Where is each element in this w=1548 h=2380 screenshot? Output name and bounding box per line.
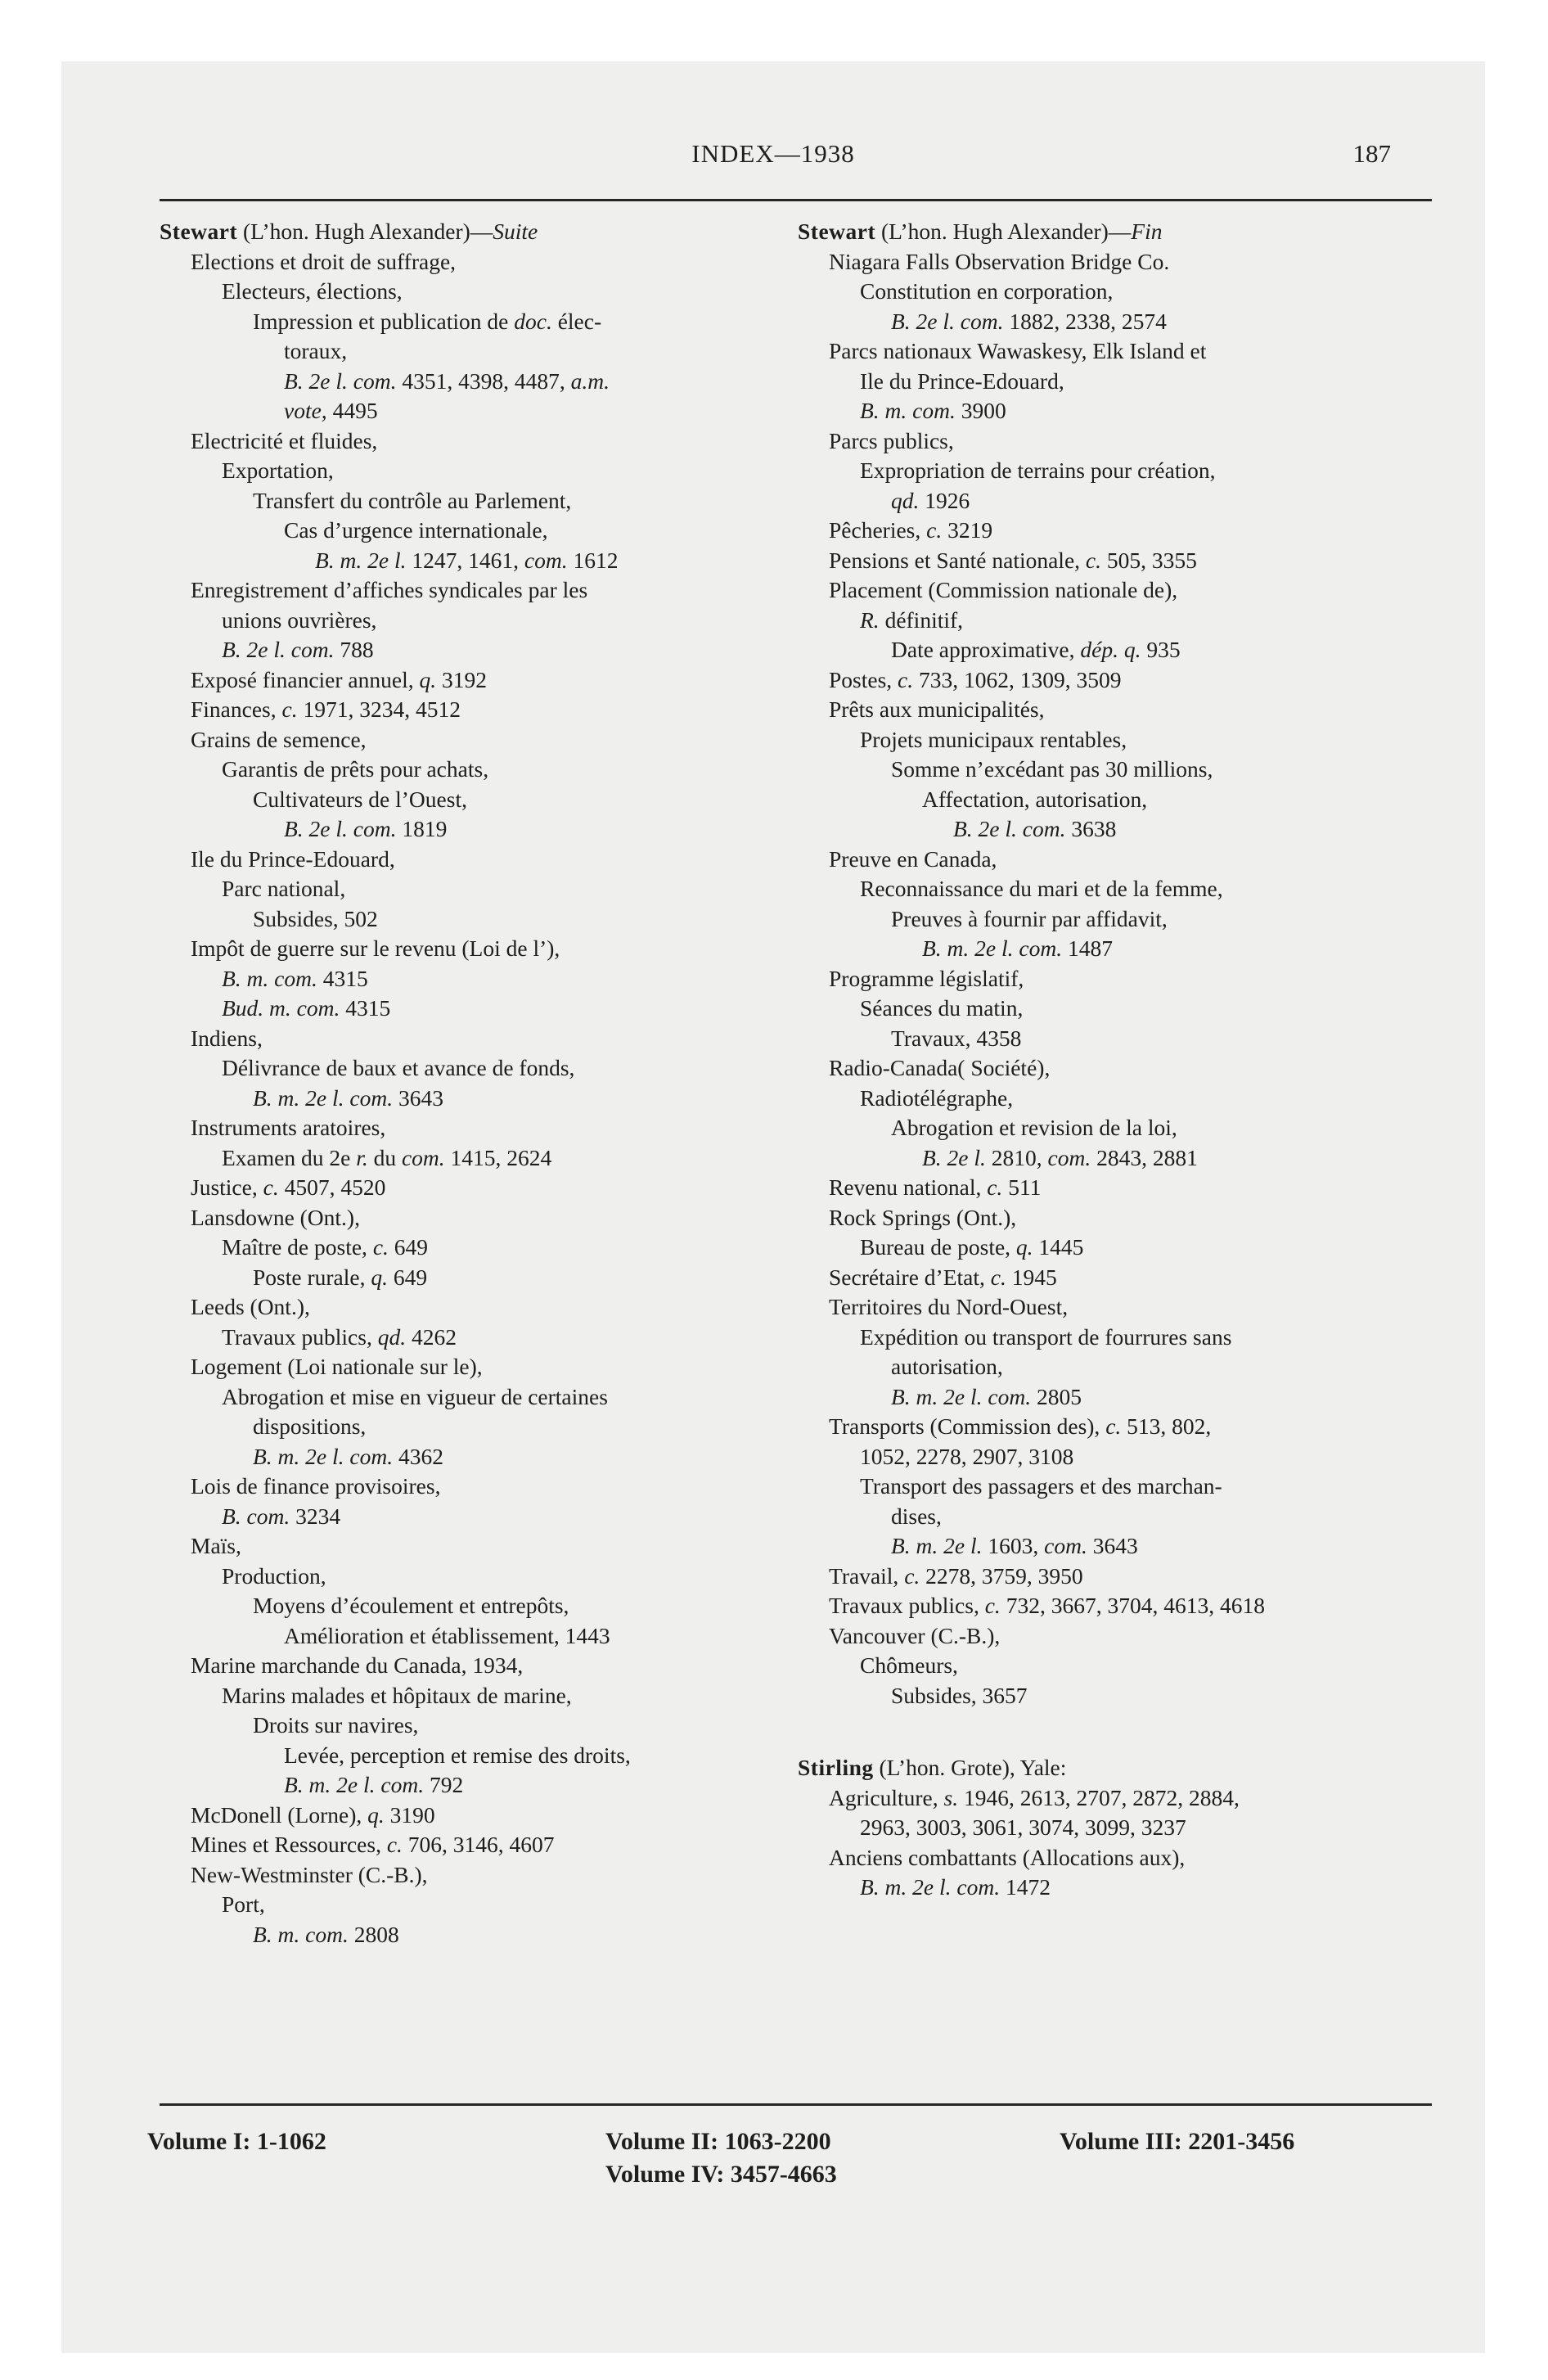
right-column (798, 217, 1444, 1903)
index-line: Lois de finance provisoires, (191, 1473, 441, 1499)
index-line: Somme n’excédant pas 30 millions, (891, 756, 1213, 782)
index-line: Electricité et fluides, (191, 427, 378, 453)
index-line: Séances du matin, (860, 995, 1024, 1021)
index-line: Chômeurs, (860, 1652, 958, 1678)
index-line: Maïs, (191, 1533, 241, 1558)
index-line: Moyens d’écoulement et entrepôts, (253, 1593, 569, 1618)
index-line: Transports (Commission des), c. 513, 802, (829, 1413, 1212, 1439)
index-line: Placement (Commission nationale de), (829, 577, 1178, 602)
index-line: dises, (891, 1503, 942, 1529)
index-line: Maître de poste, c. 649 (222, 1234, 429, 1260)
index-line: Niagara Falls Observation Bridge Co. (829, 248, 1170, 274)
index-line: Expropriation de terrains pour création, (860, 458, 1216, 483)
index-line: Constitution en corporation, (860, 278, 1114, 304)
index-line: Subsides, 502 (253, 905, 378, 931)
index-line: Amélioration et établissement, 1443 (284, 1622, 610, 1648)
index-line: Programme législatif, (829, 965, 1024, 991)
index-line: Production, (222, 1562, 326, 1589)
index-line: McDonell (Lorne), q. 3190 (191, 1801, 435, 1828)
index-line: B. 2e l. com. 4351, 4398, 4487, a.m. (284, 367, 610, 394)
running-title: INDEX—1938 (691, 139, 855, 168)
index-line: Parcs publics, (829, 427, 954, 453)
index-line: Vancouver (C.-B.), (829, 1622, 1001, 1648)
index-line: Abrogation et mise en vigueur de certaines (222, 1383, 608, 1409)
index-line: vote, 4495 (284, 398, 378, 423)
index-line: Secrétaire d’Etat, c. 1945 (829, 1264, 1057, 1290)
index-heading: Stewart (L’hon. Hugh Alexander)—Fin (798, 219, 1163, 244)
index-line: toraux, (284, 338, 348, 363)
index-line: B. 2e l. com. 3638 (953, 816, 1117, 841)
index-line: dispositions, (253, 1413, 367, 1439)
index-line: B. m. 2e l. com. 792 (284, 1772, 464, 1797)
index-line: Finances, c. 1971, 3234, 4512 (191, 696, 461, 722)
index-page (61, 61, 1485, 2353)
index-line: autorisation, (891, 1354, 1003, 1379)
page-number: 187 (1352, 139, 1391, 168)
left-column (160, 217, 814, 1950)
index-line: New-Westminster (C.-B.), (191, 1861, 428, 1887)
index-line: Preuve en Canada, (829, 845, 997, 872)
index-line: Indiens, (191, 1025, 263, 1051)
index-line: B. com. 3234 (222, 1503, 341, 1529)
index-line: Impression et publication de doc. élec- (253, 308, 602, 334)
index-line: Bud. m. com. 4315 (222, 995, 391, 1021)
index-line: Marine marchande du Canada, 1934, (191, 1652, 524, 1678)
index-line: Territoires du Nord-Ouest, (829, 1294, 1069, 1319)
index-line: Enregistrement d’affiches syndicales par les (191, 577, 588, 602)
index-line: 1052, 2278, 2907, 3108 (860, 1443, 1074, 1469)
index-line: Parcs nationaux Wawaskesy, Elk Island et (829, 338, 1207, 363)
index-line: Garantis de prêts pour achats, (222, 756, 489, 782)
index-line: Subsides, 3657 (891, 1682, 1028, 1708)
index-line: Parc national, (222, 876, 346, 901)
index-line: B. 2e l. com. 788 (222, 637, 374, 662)
index-line: R. définitif, (860, 606, 964, 633)
index-line: Rock Springs (Ont.), (829, 1204, 1017, 1230)
index-line: Cultivateurs de l’Ouest, (253, 786, 467, 812)
index-line: Lansdowne (Ont.), (191, 1204, 360, 1230)
index-line: 2963, 3003, 3061, 3074, 3099, 3237 (860, 1814, 1186, 1840)
index-line: Délivrance de baux et avance de fonds, (222, 1055, 575, 1080)
index-line: Prêts aux municipalités, (829, 696, 1045, 722)
index-line: Travail, c. 2278, 3759, 3950 (829, 1562, 1083, 1589)
index-line: Projets municipaux rentables, (860, 726, 1127, 752)
index-line: Poste rurale, q. 649 (253, 1264, 428, 1290)
index-line: Date approximative, dép. q. 935 (891, 637, 1181, 662)
index-line: Droits sur navires, (253, 1712, 419, 1738)
index-line: B. m. 2e l. 1247, 1461, com. 1612 (315, 547, 619, 573)
index-line: Electeurs, élections, (222, 278, 403, 304)
index-line: qd. 1926 (891, 487, 970, 513)
entry-spacer (798, 1711, 1444, 1753)
volume-range-1: Volume I: 1-1062 (147, 2128, 326, 2155)
index-line: Radio-Canada( Société), (829, 1055, 1051, 1080)
index-line: Impôt de guerre sur le revenu (Loi de l’), (191, 935, 560, 961)
index-line: B. m. 2e l. com. 1487 (922, 935, 1113, 961)
volume-range-4: Volume IV: 3457-4663 (605, 2161, 837, 2188)
index-line: Elections et droit de suffrage, (191, 248, 457, 274)
index-line: Revenu national, c. 511 (829, 1174, 1042, 1200)
footer-rule (160, 2103, 1432, 2106)
index-line: Travaux publics, c. 732, 3667, 3704, 4613, 4618 (829, 1593, 1265, 1618)
index-line: Instruments aratoires, (191, 1115, 386, 1140)
index-line: B. m. com. 4315 (222, 965, 368, 991)
index-line: Bureau de poste, q. 1445 (860, 1234, 1084, 1260)
index-line: B. m. 2e l. 1603, com. 3643 (891, 1533, 1138, 1558)
index-line: B. m. 2e l. com. 4362 (253, 1443, 443, 1469)
index-line: Travaux publics, qd. 4262 (222, 1323, 457, 1350)
header-rule (160, 199, 1432, 201)
index-line: Expédition ou transport de fourrures sans (860, 1323, 1232, 1350)
index-line: Agriculture, s. 1946, 2613, 2707, 2872, 2884, (829, 1784, 1240, 1810)
index-heading: Stewart (L’hon. Hugh Alexander)—Suite (160, 219, 538, 244)
index-heading: Stirling (L’hon. Grote), Yale: (798, 1755, 1067, 1780)
index-line: Ile du Prince-Edouard, (860, 367, 1064, 394)
index-line: Radiotélégraphe, (860, 1084, 1014, 1111)
index-line: Grains de semence, (191, 726, 367, 752)
index-line: Leeds (Ont.), (191, 1294, 310, 1319)
index-line: Reconnaissance du mari et de la femme, (860, 876, 1223, 901)
volume-range-3: Volume III: 2201-3456 (1060, 2128, 1295, 2155)
index-line: Levée, perception et remise des droits, (284, 1742, 631, 1768)
index-line: Pensions et Santé nationale, c. 505, 3355 (829, 547, 1197, 573)
index-line: Postes, c. 733, 1062, 1309, 3509 (829, 666, 1122, 692)
index-line: B. 2e l. com. 1882, 2338, 2574 (891, 308, 1167, 334)
index-line: Port, (222, 1891, 265, 1917)
index-line: Transfert du contrôle au Parlement, (253, 487, 572, 513)
index-line: Justice, c. 4507, 4520 (191, 1174, 386, 1200)
index-line: B. m. 2e l. com. 1472 (860, 1874, 1051, 1900)
index-line: unions ouvrières, (222, 606, 377, 633)
index-line: B. m. 2e l. com. 3643 (253, 1084, 443, 1111)
index-line: Mines et Ressources, c. 706, 3146, 4607 (191, 1832, 555, 1857)
index-line: B. 2e l. 2810, com. 2843, 2881 (922, 1144, 1198, 1170)
index-line: Ile du Prince-Edouard, (191, 845, 395, 872)
index-line: Pêcheries, c. 3219 (829, 517, 993, 543)
index-line: B. m. 2e l. com. 2805 (891, 1383, 1082, 1409)
index-line: Logement (Loi nationale sur le), (191, 1354, 483, 1379)
index-line: Marins malades et hôpitaux de marine, (222, 1682, 572, 1708)
index-line: Affectation, autorisation, (922, 786, 1148, 812)
index-line: Exportation, (222, 458, 334, 483)
index-line: Examen du 2e r. du com. 1415, 2624 (222, 1144, 552, 1170)
index-line: Travaux, 4358 (891, 1025, 1022, 1051)
index-line: Exposé financier annuel, q. 3192 (191, 666, 487, 692)
index-line: B. 2e l. com. 1819 (284, 816, 448, 841)
index-line: B. m. com. 3900 (860, 398, 1006, 423)
index-line: Abrogation et revision de la loi, (891, 1115, 1177, 1140)
index-line: Cas d’urgence internationale, (284, 517, 548, 543)
volume-footer (61, 2128, 1485, 2202)
index-line: Preuves à fournir par affidavit, (891, 905, 1168, 931)
index-line: Anciens combattants (Allocations aux), (829, 1844, 1186, 1870)
index-line: Transport des passagers et des marchan- (860, 1473, 1222, 1499)
index-line: B. m. com. 2808 (253, 1921, 399, 1947)
volume-range-2: Volume II: 1063-2200 (605, 2128, 831, 2155)
page-header (61, 139, 1485, 180)
